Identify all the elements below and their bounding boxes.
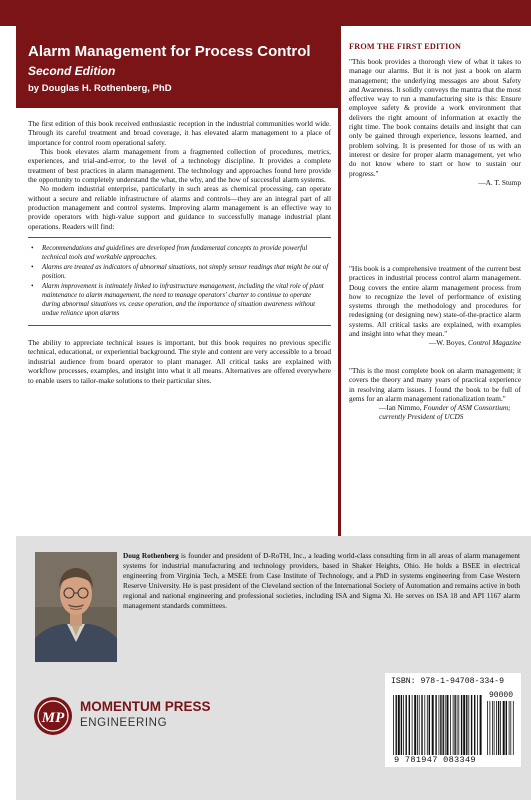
reviews-heading: FROM THE FIRST EDITION [349, 42, 462, 51]
description-paragraph: No modern industrial enterprise, particularly in such areas as chemical processing, can operate without a secure and reliable infrastructure of alarms and controls—they are an integral part of all production management and control systems. Improving alarm management is an effective way to provide operators with high-value support and guidance to successfully manage industrial plant operations. Readers will find: [28, 184, 331, 231]
review-attribution: —A. T. Stump [478, 177, 521, 187]
barcode-bar [424, 695, 425, 755]
description-paragraph: This book elevates alarm management from a fragmented collection of procedures, metrics, experiences, and trial-and-error, to the level of a technology discipline. It provides a complete treatment of best practices in alarm management. The technology and approaches found here provide the opportunity to completely understand the what, the why, and the how of successful alarm systems. [28, 147, 331, 185]
barcode-graphic [391, 689, 517, 757]
barcode-bar [453, 695, 454, 755]
barcode-bar [447, 695, 449, 755]
book-title: Alarm Management for Process Control [28, 43, 311, 60]
barcode-bar [450, 695, 451, 755]
reviewer-title: Founder of ASM Consortium; currently President of UCDS [379, 403, 511, 422]
author-photo [35, 552, 117, 662]
publisher-logo-icon [33, 696, 73, 736]
barcode-bar [509, 701, 510, 755]
barcode-bar [440, 695, 441, 755]
top-color-band [0, 0, 531, 26]
barcode-bar [393, 695, 394, 755]
review-text: "This book provides a thorough view of what it takes to manage our alarms. But it is not just a book on alarm management; the underlying messages are about Safety and Awareness. It solidly conveys the mantra that the most effective way to run a manufacturing site is this: Ensure employee safety & provide a work environment that delivers the right amount of information at exactly the right time. The book contains details and insight that can only be gained through experience, lessons learned, and problem solving. It is presented for those of us with an interest or desire for proper alarm management, yet who do not know where to start or how to sustain our progress." [349, 57, 521, 178]
barcode-bar [468, 695, 469, 755]
barcode-bar [477, 695, 478, 755]
publisher-name: MOMENTUM PRESS [80, 699, 211, 714]
barcode-bar [421, 695, 422, 755]
description-paragraph: The first edition of this book received enthusiastic reception in the industrial communities world wide. Through its careful treatment and broad coverage, it has elevated alarm management to a place of importance for control room operational safety. [28, 119, 331, 147]
barcode-bar [403, 695, 404, 755]
description-column [28, 119, 331, 385]
reviewer-name: —Ian Nimmo, [379, 403, 424, 413]
barcode-bar [490, 701, 491, 755]
price-addon-barcode [487, 701, 514, 755]
bullet-icon: • [31, 245, 34, 253]
feature-text: Alarms are treated as indicators of abnormal situations, not simply sensor readings that might be out of position. [42, 264, 329, 281]
feature-text: Alarm improvement is intimately linked to infrastructure management, including the vital role of plant maintenance to alarm management, the need to manage operators' charter to continue to operate during abnormal situations vs. cease operation, and the importance of situation awareness without undue reliance upon alarms [42, 283, 324, 318]
author-byline: by Douglas H. Rothenberg, PhD [28, 83, 172, 94]
isbn-label: ISBN: 978-1-94708-334-9 [391, 677, 505, 686]
barcode-bar [510, 701, 511, 755]
barcode-bar [500, 701, 501, 755]
barcode-bar [513, 701, 514, 755]
barcode-bar [432, 695, 434, 755]
author-portrait-image [35, 552, 117, 662]
barcode-bar [487, 701, 488, 755]
barcode-bar [427, 695, 428, 755]
review-quote [349, 366, 521, 422]
barcode-bar [429, 695, 430, 755]
barcode-bar [454, 695, 455, 755]
bullet-icon: • [31, 283, 34, 291]
author-name: Doug Rothenberg [123, 551, 179, 560]
barcode-bar [435, 695, 436, 755]
review-quote [349, 264, 521, 348]
price-code: 90000 [488, 691, 514, 700]
barcode-digits: 9 781947 083349 [394, 755, 476, 765]
barcode-bar [443, 695, 444, 755]
barcode-bar [401, 695, 402, 755]
reviewer-name: —W. Boyes, [428, 338, 468, 348]
barcode-bar [461, 695, 462, 755]
review-text: "His book is a comprehensive treatment of the current best practices in industrial process control alarm management. Doug covers the entire alarm management process from how to recognize the level of performance of existing systems through the methodology and procedures for redesigning (or designing new) state-of-the-practice alarm systems. All critical tasks are explained, with examples and insight into what they mean." [349, 264, 521, 339]
author-bio-body: is founder and president of D-RoTH, Inc., a leading world-class consulting firm in all areas of alarm management systems for industrial manufacturing and technology providers, based in Shaker Heights, Ohio. He holds a BSEE in electrical engineering from Virginia Tech, a MSEE from Case Institute of Technology, and a PhD in systems engineering from Case Western Reserve University. He is past president of the Cleveland section of the International Society of Automation and remains active in both regional and national engineering and professional societies, including ISA and Sigma Xi. He serves on ISA 18 and API 1167 alarm management standards committees. [123, 551, 520, 610]
feature-item [28, 244, 331, 262]
barcode-bar [492, 701, 493, 755]
barcode-bar [419, 695, 420, 755]
barcode-bar [496, 701, 497, 755]
author-bio [123, 551, 520, 610]
review-quote [349, 57, 521, 187]
barcode-bar [417, 695, 418, 755]
barcode-bar [498, 701, 499, 755]
review-attribution [349, 338, 521, 347]
barcode-bar [396, 695, 397, 755]
barcode-bar [494, 701, 495, 755]
barcode-bar [463, 695, 465, 755]
feature-list [28, 237, 331, 326]
publisher-imprint: ENGINEERING [80, 717, 168, 729]
feature-item [28, 282, 331, 318]
author-bio-text [123, 551, 520, 610]
reviewer-title: Control Magazine [467, 338, 521, 348]
barcode-bar [466, 695, 467, 755]
bullet-icon: • [31, 264, 34, 272]
barcode-bar [457, 695, 458, 755]
feature-item [28, 263, 331, 281]
review-text: "This is the most complete book on alarm management; it covers the theory and many years of practical experience in resolving alarm issues. I found the book to be full of gems for an alarm management rationalization team." [349, 366, 521, 403]
barcode-bar [480, 695, 482, 755]
column-divider [338, 26, 341, 536]
barcode-bar [398, 695, 400, 755]
logo-letters: MP [41, 710, 65, 726]
edition-label: Second Edition [28, 64, 116, 78]
ean-barcode [393, 695, 482, 755]
barcode-bar [439, 695, 440, 755]
barcode-bar [409, 695, 410, 755]
barcode-bar [414, 695, 416, 755]
barcode-bar [445, 695, 446, 755]
barcode-bar [471, 695, 472, 755]
barcode-bar [474, 695, 475, 755]
review-attribution [349, 403, 521, 422]
barcode-bar [458, 695, 459, 755]
barcode-bar [412, 695, 413, 755]
publisher-logo-graphic [33, 696, 73, 736]
feature-text: Recommendations and guidelines are developed from fundamental concepts to provide powerful technical tools and workable approaches. [42, 245, 308, 262]
barcode-bar [506, 701, 507, 755]
barcode-bar [503, 701, 505, 755]
barcode-bar [406, 695, 407, 755]
description-paragraph: The ability to appreciate technical issues is important, but this book requires no previous specific technical, educational, or experiential background. The style and content are very accessible to a broad industrial audience from board operator to plant manager. All critical tasks are explained with workflow processes, examples, and insight into what it all means. Alternatives are offered everywhere to enable users to tailor-make solutions to their particular sites. [28, 338, 331, 385]
